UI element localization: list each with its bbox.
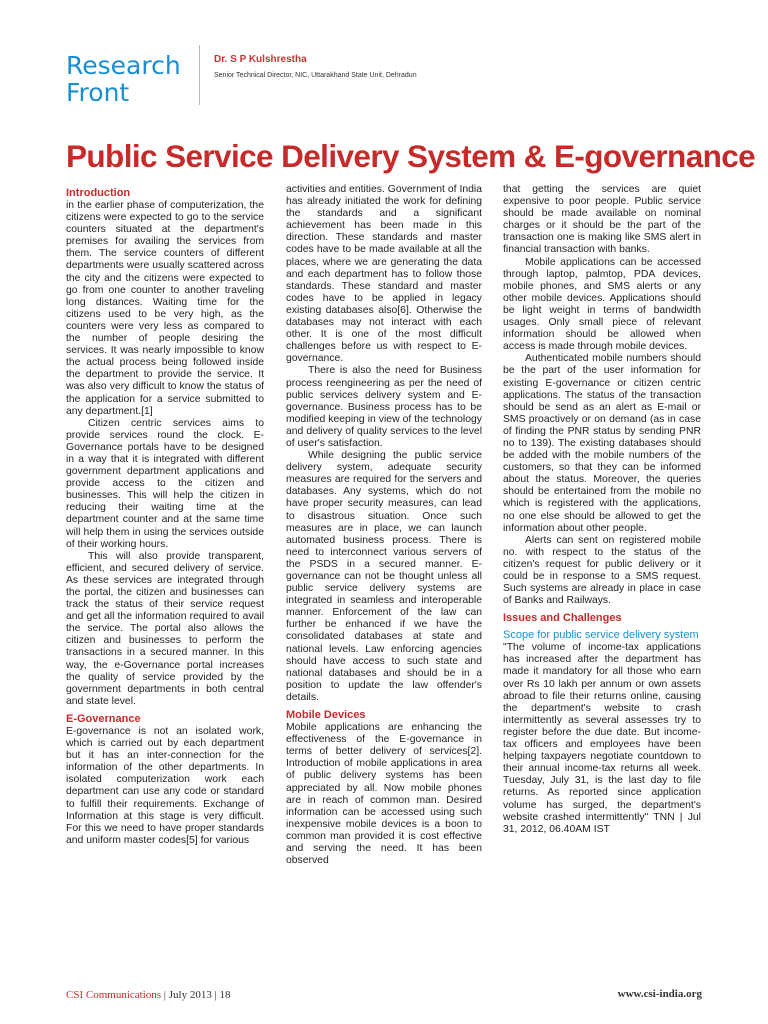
- heading-mobile-devices: Mobile Devices: [286, 709, 366, 722]
- author-name: Dr. S P Kulshrestha: [214, 54, 307, 65]
- footer-website-link[interactable]: www.csi-india.org: [617, 988, 702, 1000]
- header-divider: [199, 45, 200, 105]
- article-title: Public Service Delivery System & E-governance: [66, 138, 756, 174]
- subheading-scope: Scope for public service delivery system: [503, 629, 699, 642]
- column-2: [286, 184, 482, 867]
- paragraph: Mobile applications are enhancing the effectiveness of the E-governance in terms of better delivery of services[2]. Introduction of mobile applications in area of public delivery systems has been appreciated by all. Now mobile phones are in reach of common man. Desired information can be accessed using such inexpensive mobile devices is a boon to common man provided it is cost effective and serving the need. It has been observed: [286, 722, 482, 867]
- heading-issues-challenges: Issues and Challenges: [503, 612, 622, 625]
- page-number: 18: [219, 989, 231, 1001]
- paragraph: Mobile applications can be accessed through laptop, palmtop, PDA devices, mobile phones, and SMS alerts or any other mobile devices. Applications should be light weight in terms of bandwidth usages. Only small piece of relevant information should be allowed when access is made through mobile devices.: [503, 256, 701, 353]
- footer-publication: [66, 989, 231, 1001]
- section-label-line1: Research: [66, 51, 181, 80]
- paragraph: Alerts can sent on registered mobile no. with respect to the status of the citizen's request for public delivery or it could be in response to a SMS request. Such systems are already in place in case of Banks and Railways.: [503, 534, 701, 607]
- heading-introduction: Introduction: [66, 187, 131, 199]
- publication-name: CSI Communications: [66, 989, 162, 1001]
- paragraph: This will also provide transparent, efficient, and secured delivery of service. As these services are integrated through the portal, the citizen and businesses can track the status of their service request and get all the information required to avail the service. The portal also allows the citizen and businesses to perform the transactions in a secured manner. In this way, the e-Governance portal increases the quality of service provided by the government departments in both central and state level.: [66, 550, 264, 707]
- heading-e-governance: E-Governance: [66, 712, 141, 725]
- section-label: [66, 52, 196, 106]
- paragraph: While designing the public service delivery system, adequate security measures are required for the servers and databases. Any systems, which do not have proper security measures, can lead to disastrous situation. Once such measures are in place, we can launch automated business process. There is need to interconnect various servers of the PSDS in a secured manner. E-governance can not be thought unless all public service delivery systems are integrated in seamless and interoperable manner. Enforcement of the law can further be enhanced if we have the consolidated databases at state and national levels. Law enforcing agencies should have access to such state and national databases and should be in a position to update the law offender's details.: [286, 450, 482, 703]
- paragraph: "The volume of income-tax applications has increased after the department has made it mandatory for all those who earn over Rs 10 lakh per annum or own assets abroad to file their returns online, causing the department's website to crash intermittently as several assesses try to register before the due date. But income-tax officers and employees have been helping taxpayers negotiate countdown to their annual income-tax returns all week. Tuesday, July 31, is the last day to file returns. As reported since application volume has surged, the department's website crashed intermittently" TNN | Jul 31, 2012, 06.40AM IST: [503, 642, 701, 835]
- paragraph: in the earlier phase of computerization, the citizens were expected to go to the service counters situated at the department's premises for availing the services from them. The service counters of different departments were usually scattered across the city and the citizens were expected to go from one counter to another traveling long distances. Waiting time for the citizens used to be very high, as the counters were very less as compared to the number of people desiring the services. It was nearly impossible to know the actual process being followed inside the department to provide the service. It was also very difficult to know the status of the application for a service submitted to any department.[1]: [66, 200, 264, 417]
- column-3: [503, 184, 701, 836]
- paragraph: activities and entities. Government of India has already initiated the work for defining the standards and a significant achievement has been made in this direction. These standards and master codes have to be made available at all the places, where we are generating the data and each department has to follow those standards. These standard and master codes have to be applied in legacy existing databases also[6]. Otherwise the databases may not interact with each other. It is one of the most difficult challenges before us with respect to E-governance.: [286, 184, 482, 365]
- paragraph: that getting the services are quiet expensive to poor people. Public service should be made available on nominal charges or it should be the part of the transaction one is making like SMS alert in financial transaction with banks.: [503, 184, 701, 256]
- paragraph: Citizen centric services aims to provide services round the clock. E-Governance portals have to be designed in a way that it is integrated with different government department applications and provide access to the citizen and businesses. This will help the citizen in reducing their waiting time at the department counter and at the same time will help them in using the services outside of their working hours.: [66, 417, 264, 550]
- paragraph: E-governance is not an isolated work, which is carried out by each department but it has an inter-connection for the information of the other departments. In isolated computerization work each department can use any code or standard to fulfill their requirements. Exchange of Information at this stage is very difficult. For this we need to have proper standards and uniform master codes[5] for various: [66, 725, 264, 846]
- issue-date: | July 2013 |: [163, 989, 217, 1001]
- paragraph: There is also the need for Business process reengineering as per the need of public services delivery system and E-governance. Business process has to be modified keeping in view of the technology and delivery of quality services to the level of user's satisfaction.: [286, 365, 482, 449]
- paragraph: Authenticated mobile numbers should be the part of the user information for existing E-governance or citizen centric applications. The status of the transaction should be send as an alert as E-mail or SMS proactively or on demand (as in case of finding the PNR status by sending PNR no to 139). The existing databases should be added with the mobile numbers of the customers, so that they can be informed about the status. Moreover, the queries should be entertained from the mobile no which is registered with the applications, no one else should be allowed to get the information about other people.: [503, 353, 701, 534]
- section-label-line2: Front: [66, 78, 130, 107]
- column-1: [66, 186, 264, 847]
- author-affiliation: Senior Technical Director, NIC, Uttarakhand State Unit, Dehradun: [214, 72, 417, 79]
